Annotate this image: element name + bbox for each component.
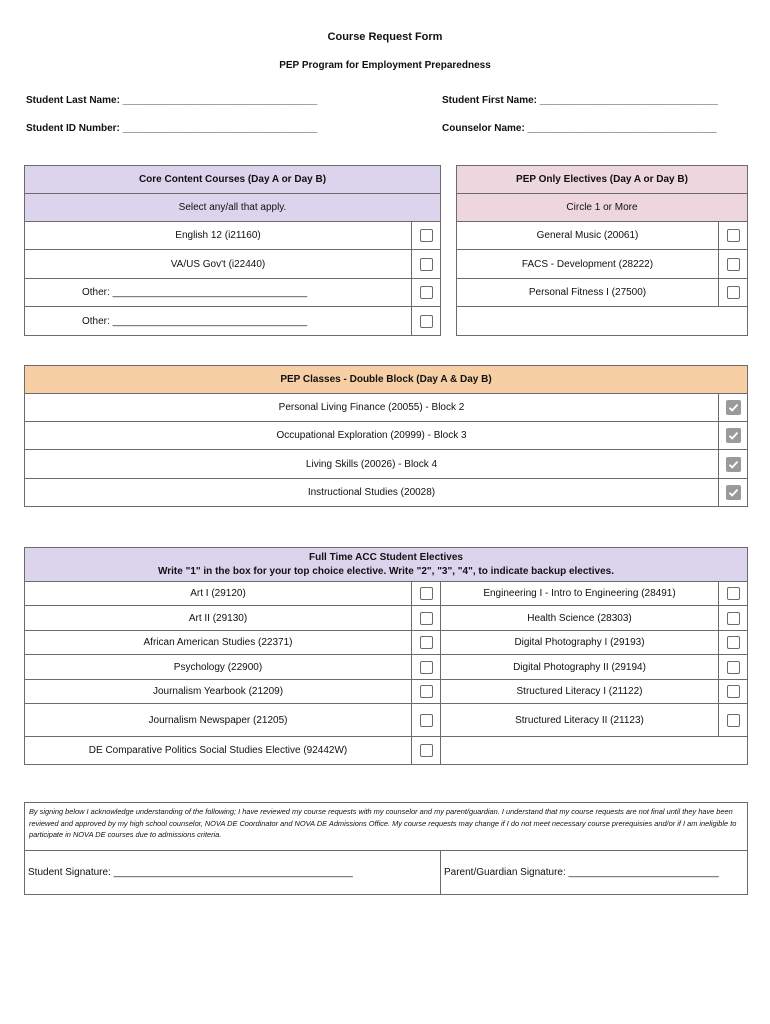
counselor-name-field[interactable]: Counselor Name: __________________________________ [442,123,717,134]
checkbox-art-2[interactable] [420,612,433,625]
pep-classes-header: PEP Classes - Double Block (Day A & Day B) [25,366,748,394]
checkbox-facs-development[interactable] [727,258,740,271]
checkbox-core-other-2[interactable] [420,315,433,328]
acc-electives-table [24,547,748,765]
acc-course-psychology: Psychology (22900) [25,655,412,680]
pep-class-instructional-studies: Instructional Studies (20028) [25,479,719,507]
pep-electives-header: PEP Only Electives (Day A or Day B) [457,166,748,194]
checkbox-health-science[interactable] [727,612,740,625]
pep-class-occupational-exploration: Occupational Exploration (20999) - Block 3 [25,422,719,450]
course-english-12: English 12 (i21160) [25,222,412,250]
checkbox-art-1[interactable] [420,587,433,600]
course-va-us-govt: VA/US Gov't (i22440) [25,250,412,279]
acc-electives-header [25,548,748,582]
elective-general-music: General Music (20061) [457,222,719,250]
acc-course-engineering-1: Engineering I - Intro to Engineering (28491) [441,582,719,606]
agreement-text: By signing below I acknowledge understanding of the following; I have reviewed my course requests with my counselor and my parent/guardian. I understand that my course requests are not final until they have been reviewed and approved by my high school counselor, NOVA DE Coordinator and NOVA DE Admissions Office. My course requests may change if I do not meet necessary course prerequisies and/or if I am ineligible to participate in NOVA DE courses due to admissions criteria. [25,803,748,851]
pep-electives-table [456,165,748,336]
checkbox-de-comparative-politics[interactable] [420,744,433,757]
checkbox-structured-literacy-1[interactable] [727,685,740,698]
acc-course-journalism-newspaper: Journalism Newspaper (21205) [25,704,412,737]
checkbox-va-us-govt[interactable] [420,258,433,271]
checked-checkbox-living-skills[interactable] [726,457,741,472]
core-courses-instruction: Select any/all that apply. [25,194,441,222]
acc-course-health-science: Health Science (28303) [441,606,719,631]
checkbox-core-other-1[interactable] [420,286,433,299]
student-first-name-field[interactable]: Student First Name: ________________________________ [442,95,718,106]
acc-empty-cell [441,737,748,765]
core-other-1-field[interactable]: Other: ___________________________________ [25,279,412,307]
acc-course-art-1: Art I (29120) [25,582,412,606]
form-title: Course Request Form [327,31,443,43]
pep-classes-table [24,365,748,507]
checkbox-engineering-1[interactable] [727,587,740,600]
pep-electives-instruction: Circle 1 or More [457,194,748,222]
acc-course-journalism-yearbook: Journalism Yearbook (21209) [25,680,412,704]
checkbox-psychology[interactable] [420,661,433,674]
student-last-name-field[interactable]: Student Last Name: ___________________________________ [26,95,318,106]
checkbox-african-american-studies[interactable] [420,636,433,649]
checkbox-english-12[interactable] [420,229,433,242]
checkbox-journalism-newspaper[interactable] [420,714,433,727]
checked-checkbox-occupational-exploration[interactable] [726,428,741,443]
acc-course-digital-photography-1: Digital Photography I (29193) [441,631,719,655]
checked-checkbox-instructional-studies[interactable] [726,485,741,500]
acc-electives-instruction: Write "1" in the box for your top choice elective. Write "2", "3", "4", to indicate backup electives. [157,565,614,577]
elective-facs-development: FACS - Development (28222) [457,250,719,279]
acc-course-structured-literacy-2: Structured Literacy II (21123) [441,704,719,737]
core-courses-table [24,165,441,336]
checkbox-digital-photography-1[interactable] [727,636,740,649]
acc-course-digital-photography-2: Digital Photography II (29194) [441,655,719,680]
acc-course-de-comparative-politics: DE Comparative Politics Social Studies Elective (92442W) [25,737,412,765]
checkbox-general-music[interactable] [727,229,740,242]
core-courses-header: Core Content Courses (Day A or Day B) [25,166,441,194]
student-id-field[interactable]: Student ID Number: ___________________________________ [26,123,318,134]
parent-signature-field[interactable]: Parent/Guardian Signature: ___________________________ [441,851,748,895]
acc-electives-title: Full Time ACC Student Electives [309,551,463,563]
form-subtitle: PEP Program for Employment Preparedness [279,60,491,71]
acc-course-african-american-studies: African American Studies (22371) [25,631,412,655]
agreement-table [24,802,748,895]
student-signature-field[interactable]: Student Signature: ___________________________________________ [25,851,441,895]
acc-course-structured-literacy-1: Structured Literacy I (21122) [441,680,719,704]
pep-class-living-skills: Living Skills (20026) - Block 4 [25,450,719,479]
checked-checkbox-personal-living-finance[interactable] [726,400,741,415]
elective-empty-row [457,307,748,336]
checkbox-digital-photography-2[interactable] [727,661,740,674]
core-other-2-field[interactable]: Other: ___________________________________ [25,307,412,336]
acc-course-art-2: Art II (29130) [25,606,412,631]
checkbox-personal-fitness[interactable] [727,286,740,299]
checkbox-journalism-yearbook[interactable] [420,685,433,698]
checkbox-structured-literacy-2[interactable] [727,714,740,727]
pep-class-personal-living-finance: Personal Living Finance (20055) - Block 2 [25,394,719,422]
elective-personal-fitness: Personal Fitness I (27500) [457,279,719,307]
